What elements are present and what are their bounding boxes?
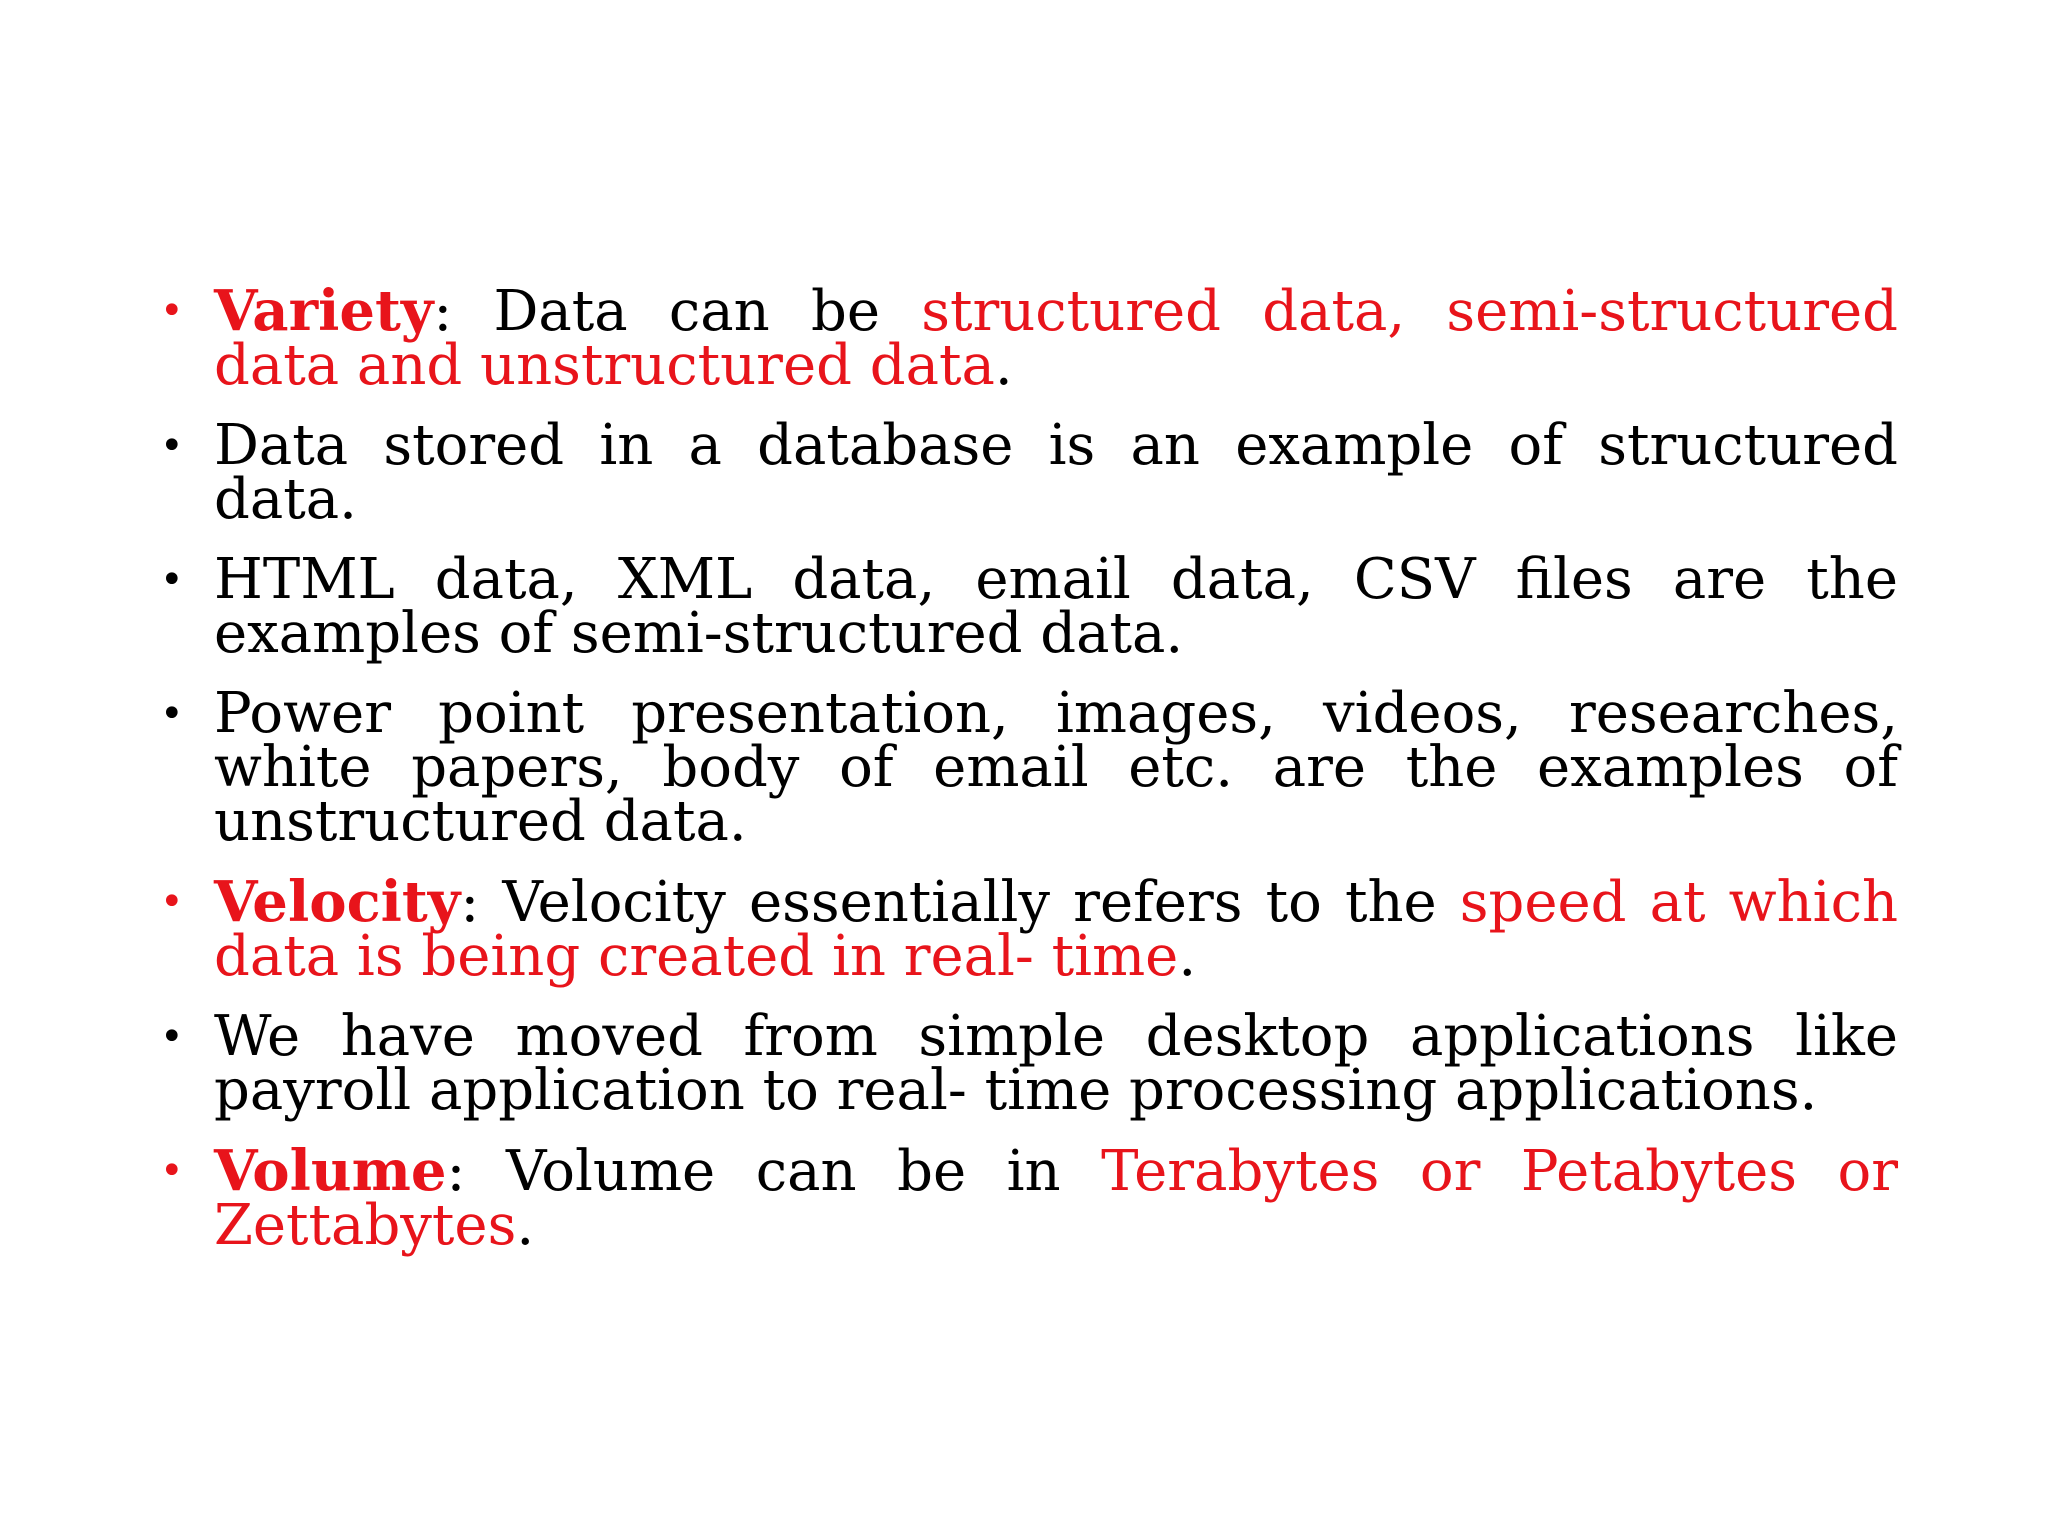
term-volume: Volume — [214, 1138, 447, 1204]
bullet-dot-icon: • — [160, 691, 184, 737]
bullet-variety — [160, 278, 1898, 398]
bullet-text: Data stored in a database is an example of structured data. — [214, 413, 1898, 532]
bullet-volume — [160, 1138, 1898, 1258]
bullet-text: Power point presentation, images, videos, researches, white papers, body of email etc. are the examples of unstructured data. — [214, 681, 1898, 854]
term-separator: : — [460, 870, 503, 935]
highlight-text: structured data, semi-structured data and unstructured data — [214, 279, 1898, 398]
bullet-dot-icon: • — [160, 423, 184, 469]
bullet-text: HTML data, XML data, email data, CSV files are the examples of semi-structured data. — [214, 547, 1898, 666]
bullet-list — [160, 278, 1899, 1279]
highlight-text: Terabytes or Petabytes or Zettabytes — [214, 1139, 1898, 1258]
bullet-dot-icon: • — [160, 288, 184, 334]
bullet-dot-icon: • — [160, 1148, 184, 1194]
bullet-unstructured-example — [160, 681, 1898, 854]
highlight-text: speed at which data is being created in real- time — [214, 870, 1899, 989]
bullet-dot-icon: • — [160, 1014, 184, 1060]
term-separator: : — [446, 1139, 506, 1204]
bullet-semi-structured-example — [160, 547, 1898, 666]
bullet-velocity — [160, 869, 1899, 989]
term-velocity: Velocity — [214, 869, 461, 935]
term-separator: : — [433, 279, 494, 344]
bullet-dot-icon: • — [160, 557, 184, 603]
bullet-text: Volume can be in — [505, 1139, 1102, 1204]
bullet-applications — [160, 1004, 1898, 1123]
bullet-text: Velocity essentially refers to the — [502, 870, 1460, 935]
term-variety: Variety — [214, 278, 434, 344]
bullet-text: Data can be — [493, 279, 922, 344]
bullet-text: We have moved from simple desktop applications like payroll application to real- time processing applications. — [214, 1004, 1898, 1123]
bullet-end: . — [516, 1193, 535, 1258]
bullet-end: . — [1178, 924, 1197, 989]
bullet-end: . — [994, 333, 1013, 398]
bullet-dot-icon: • — [160, 879, 184, 925]
bullet-structured-example — [160, 413, 1898, 532]
